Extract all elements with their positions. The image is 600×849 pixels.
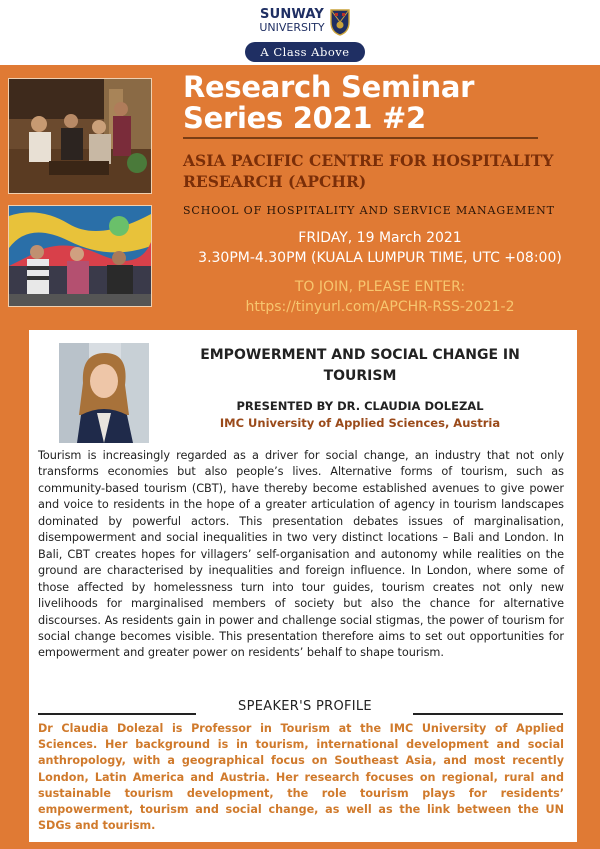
event-date: FRIDAY, 19 March 2021	[298, 230, 462, 246]
crest-icon	[329, 8, 351, 36]
join-link[interactable]: https://tinyurl.com/APCHR-RSS-2021-2	[245, 299, 515, 315]
profile-divider-right	[413, 713, 563, 715]
logo-name: SUNWAY	[260, 7, 324, 22]
talk-abstract: Tourism is increasingly regarded as a driver for social change, an industry that not only transforms economies but also people’s lives. Alternative forms of tourism, such as community-based tourism (CBT), have thereby become established avenues to give power and voice to residents in the hope of a greater articulation of agency in tourism landscapes dominated by powerful actors. This presentation debates issues of marginalisation, disempowerment and social inequalities in two very distinct locations – Bali and London. In Bali, CBT creates hopes for villagers’ self-organisation and autonomy while realities on the ground are characterised by inequalities and foreign influence. In London, where some of those affected by homelessness turn into tour guides, tourism creates not only new livelihoods for marginalised members of society but also the chance for alternative discourses. As residents gain in power and challenge social stigmas, the power of tourism for social change becomes visible. This presentation therefore aims to set out opportunities for empowerment and greater power on residents’ behalf to shape tourism.	[38, 449, 564, 660]
title-line-2: Series 2021 #2	[183, 101, 426, 135]
sunway-logo	[245, 6, 365, 62]
centre-name: ASIA PACIFIC CENTRE FOR HOSPITALITY RESEARCH (APCHR)	[183, 151, 554, 191]
event-time: 3.30PM-4.30PM (KUALA LUMPUR TIME, UTC +08:00)	[198, 250, 562, 266]
presenter-affiliation: IMC University of Applied Sciences, Austria	[219, 416, 501, 430]
street-art-photo	[8, 205, 152, 307]
school-name: SCHOOL OF HOSPITALITY AND SERVICE MANAGEMENT	[183, 204, 555, 217]
title-line-1: Research Seminar	[183, 70, 475, 104]
community-photo	[8, 78, 152, 194]
join-label: TO JOIN, PLEASE ENTER:	[294, 279, 466, 295]
profile-heading: SPEAKER'S PROFILE	[238, 699, 372, 714]
speaker-profile-text: Dr Claudia Dolezal is Professor in Tourism at the IMC University of Applied Sciences. Her background is in tourism, international development and social anthropology, with a geographical focus on Southeast Asia, and most recently London, Latin America and Austria. Her research focuses on regional, rural and sustainable tourism development, the role tourism plays for residents’ empowerment, tourism and social change, as well as the link between the UN SDGs and tourism.	[38, 722, 564, 833]
logo-sub: UNIVERSITY	[259, 21, 325, 34]
presenter: PRESENTED BY DR. CLAUDIA DOLEZAL	[236, 399, 484, 413]
talk-title: EMPOWERMENT AND SOCIAL CHANGE IN TOURISM	[200, 347, 520, 384]
speaker-portrait	[59, 343, 149, 443]
header	[0, 0, 600, 65]
logo-tagline: A Class Above	[245, 42, 365, 62]
profile-divider-left	[38, 713, 196, 715]
seminar-title	[183, 72, 593, 134]
title-divider	[183, 137, 538, 139]
